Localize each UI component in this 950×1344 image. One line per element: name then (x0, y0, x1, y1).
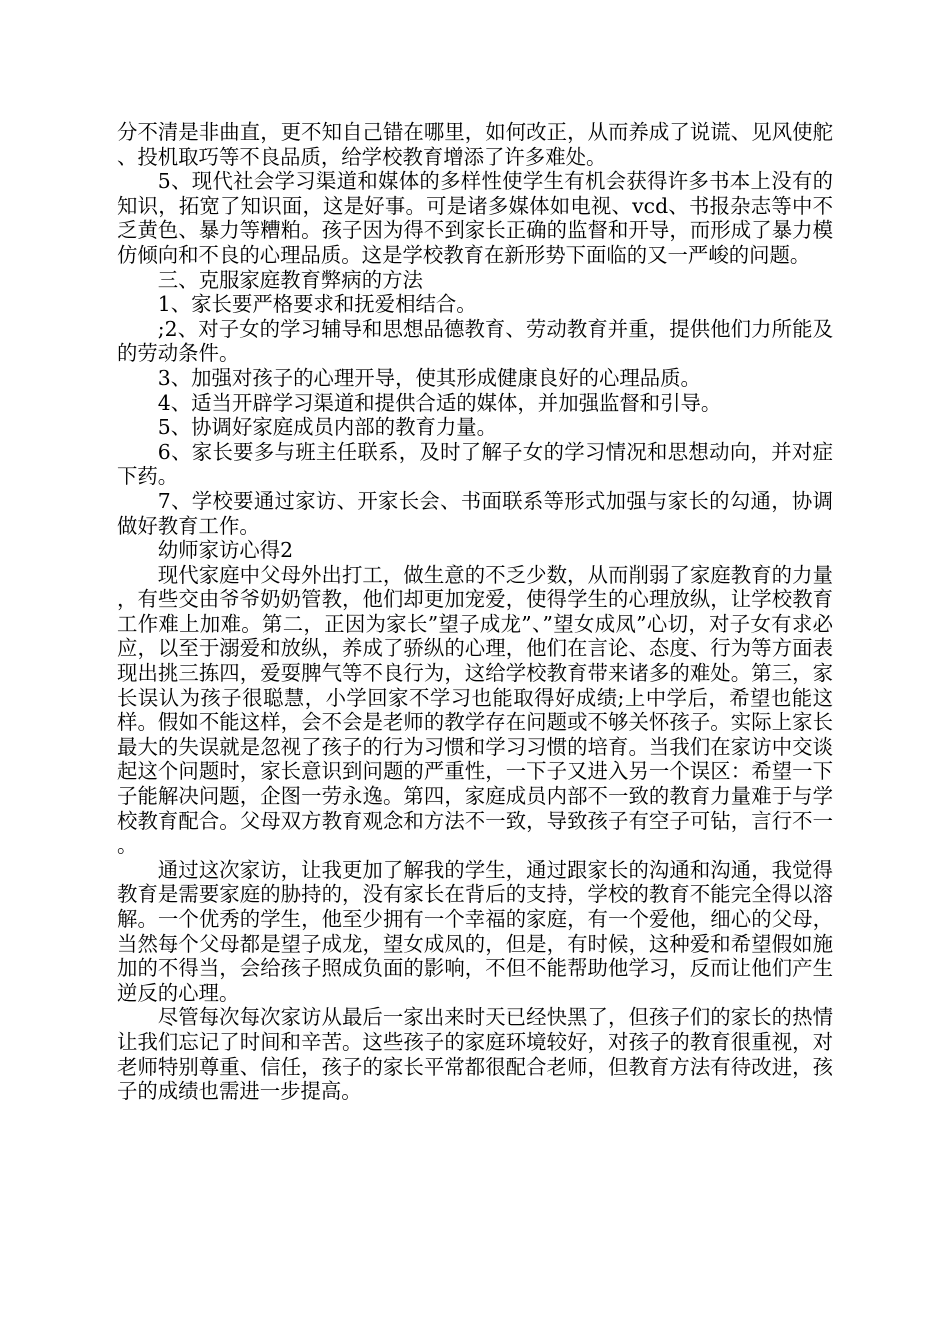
section-heading-methods: 三、克服家庭教育弊病的方法 (157, 267, 423, 292)
method-item-5: 5、协调好家庭成员内部的教育力量。 (157, 415, 498, 440)
method-item-6: 6、家长要多与班主任联系，及时了解子女的学习情况和思想动向，并对症下药。 (117, 439, 833, 489)
paragraph-point-5: 5、现代社会学习渠道和媒体的多样性使学生有机会获得许多书本上没有的知识，拓宽了知识面，这是好事。可是诸多媒体如电视、vcd、书报杂志等中不乏黄色、暴力等糟粕。孩子因为得不到家长正确的监督和开导，而形成了暴力模仿倾向和不良的心理品质。这是学校教育在新形势下面临的又一严峻的问题。 (117, 169, 833, 267)
article-title-2: 幼师家访心得2 (157, 538, 294, 563)
paragraph-home-visit-reflection: 通过这次家访，让我更加了解我的学生，通过跟家长的沟通和沟通，我觉得教育是需要家庭的胁持的，没有家长在背后的支持，学校的教育不能完全得以溶解。一个优秀的学生，他至少拥有一个幸福的家庭，有一个爱他，细心的父母，当然每个父母都是望子成龙，望女成凤的，但是，有时候，这种爱和希望假如施加的不得当，会给孩子照成负面的影响，不但不能帮助他学习，反而让他们产生逆反的心理。 (117, 857, 833, 1005)
paragraph-family-problems: 现代家庭中父母外出打工，做生意的不乏少数，从而削弱了家庭教育的力量，有些交由爷爷奶奶管教，他们却更加宠爱，使得学生的心理放纵，让学校教育工作难上加难。第二，正因为家长”望子成龙”、”望女成凤”心切，对子女有求必应，以至于溺爱和放纵，养成了骄纵的心理，他们在言论、态度、行为等方面表现出挑三拣四，爱耍脾气等不良行为，这给学校教育带来诸多的难处。第三，家长误认为孩子很聪慧，小学回家不学习也能取得好成绩;上中学后，希望也能这样。假如不能这样，会不会是老师的教学存在问题或不够关怀孩子。实际上家长最大的失误就是忽视了孩子的行为习惯和学习习惯的培育。当我们在家访中交谈起这个问题时，家长意识到问题的严重性，一下子又进入另一个误区：希望一下子能解决问题，企图一劳永逸。第四，家庭成员内部不一致的教育力量难于与学校教育配合。父母双方教育观念和方法不一致，导致孩子有空子可钻，言行不一。 (117, 562, 833, 858)
paragraph-continuation: 分不清是非曲直，更不知自己错在哪里，如何改正，从而养成了说谎、见风使舵、投机取巧等不良品质，给学校教育增添了许多难处。 (117, 120, 833, 169)
method-item-7: 7、学校要通过家访、开家长会、书面联系等形式加强与家长的勾通，协调做好教育工作。 (117, 488, 833, 538)
paragraph-closing: 尽管每次每次家访从最后一家出来时天已经快黑了，但孩子们的家长的热情让我们忘记了时间和辛苦。这些孩子的家庭环境较好，对孩子的教育很重视，对老师特别尊重、信任，孩子的家长平常都很配合老师，但教育方法有待改进，孩子的成绩也需进一步提高。 (117, 1005, 833, 1104)
method-item-3: 3、加强对孩子的心理开导，使其形成健康良好的心理品质。 (157, 365, 701, 390)
method-item-1: 1、家长要严格要求和抚爱相结合。 (157, 292, 477, 317)
document-body (117, 120, 833, 1104)
method-item-2: ;2、对子女的学习辅导和思想品德教育、劳动教育并重，提供他们力所能及的劳动条件。 (117, 316, 833, 366)
method-item-4: 4、适当开辟学习渠道和提供合适的媒体，并加强监督和引导。 (157, 390, 722, 415)
